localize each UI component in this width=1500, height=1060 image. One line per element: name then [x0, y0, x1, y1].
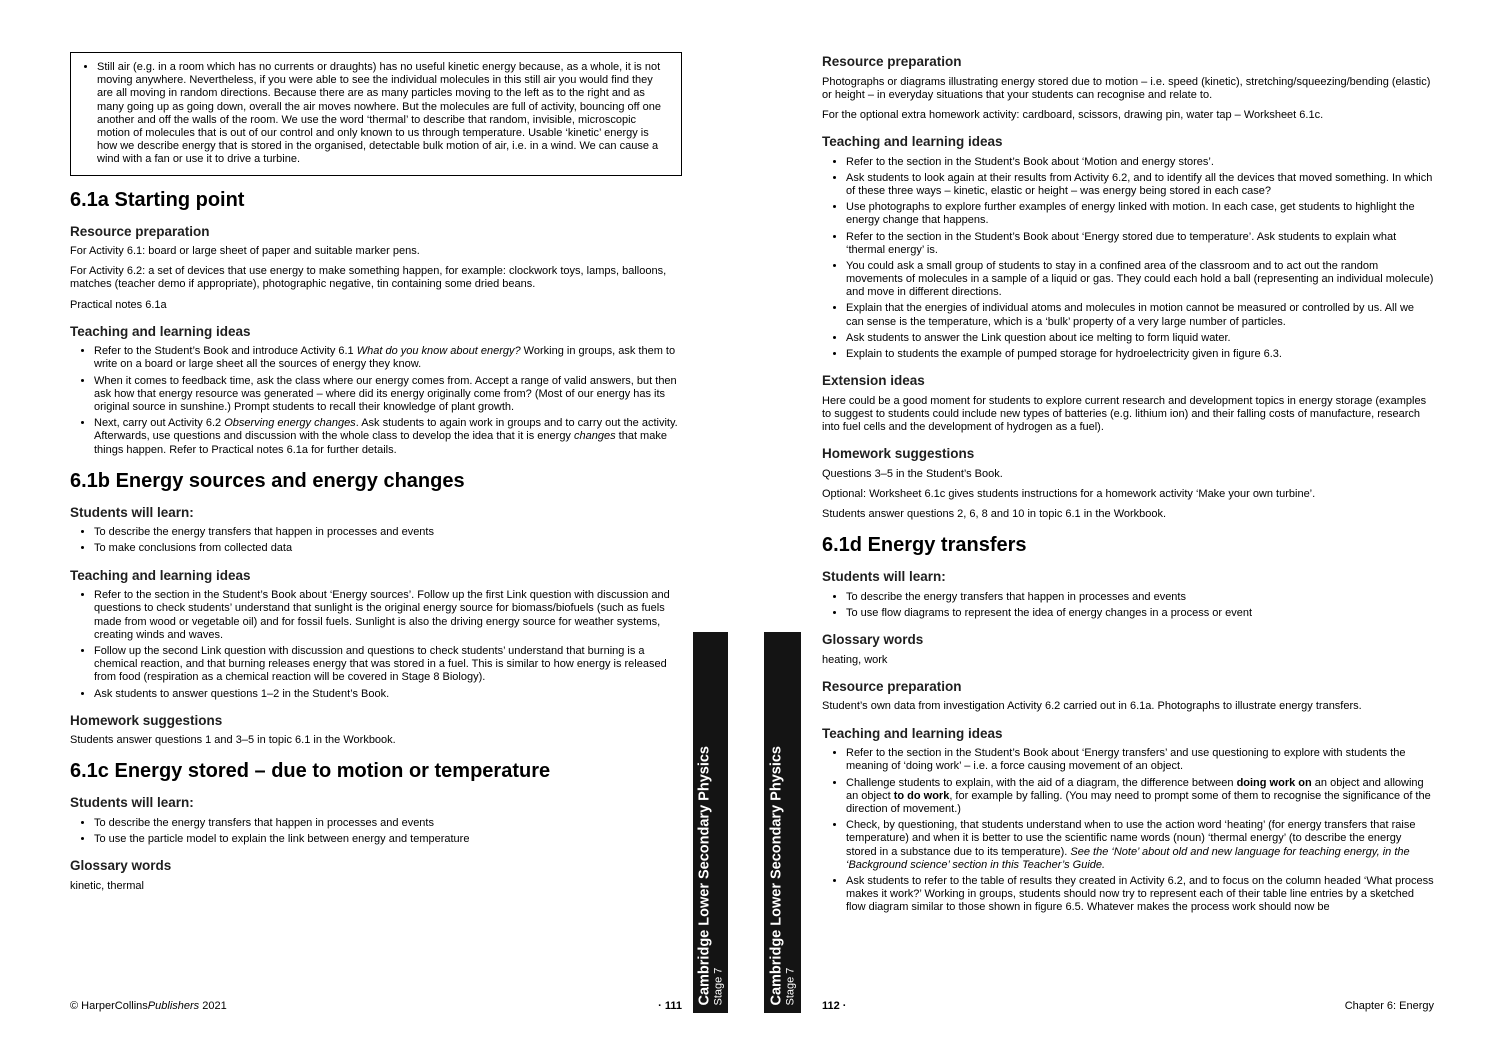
bullet-list: [70, 345, 682, 457]
paragraph: Practical notes 6.1a: [70, 298, 167, 311]
bullet-item: • To make conclusions from collected data: [94, 542, 682, 555]
page-left: [70, 0, 682, 1060]
paragraph: For Activity 6.1: board or large sheet of paper and suitable marker pens.: [70, 245, 420, 258]
subsection-heading: Homework suggestions: [70, 712, 223, 728]
bullet-item: • Refer to the section in the Student’s Book about ‘Energy sources’. Follow up the first Link question with discussion and questions to check students’ understand that sunlight is the original energy source for biomass/biofuels (such as fuels made from wood or vegetable oil) and for fossil fuels. Sunlight is also the driving energy source for weather systems, creating winds and waves.: [94, 589, 682, 642]
subsection-heading: Students will learn:: [70, 795, 194, 811]
bullet-item: • Ask students to answer the Link question about ice melting to form liquid water.: [846, 332, 1434, 345]
bullet-item: • Refer to the section in the Student’s Book about ‘Energy stored due to temperature’. Ask students to explain what ‘thermal energy’ is.: [846, 231, 1434, 257]
bullet-item: • When it comes to feedback time, ask the class where our energy comes from. Accept a range of valid answers, but then ask how that energy resource was generated – where did its energy originally come from? (Most of our energy has its original source in sunshine.) Prompt students to recall their knowledge of plant growth.: [94, 375, 682, 415]
section-heading: 6.1c Energy stored – due to motion or temperature: [70, 760, 551, 783]
subsection-heading: Resource preparation: [822, 54, 962, 69]
section-heading: 6.1b Energy sources and energy changes: [70, 469, 465, 492]
subsection-heading: Resource preparation: [70, 223, 210, 239]
bullet-item: • Check, by questioning, that students understand when to use the action word ‘heating’ (for energy transfers that raise temperature) and when it is better to use the scientific name words (noun) ‘thermal energy’ (to describe the energy stored in a substance due to its temperature). See the ‘Note’ about old and new language for teaching energy, in the ‘Background science’ section in this Teacher’s Guide.: [846, 819, 1434, 872]
bullet-list: [70, 526, 682, 555]
paragraph: kinetic, thermal: [70, 879, 144, 892]
bullet-item: • To use the particle model to explain the link between energy and temperature: [94, 833, 682, 846]
bullet-item: • Ask students to refer to the table of results they created in Activity 6.2, and to focus on the column headed ‘What process makes it work?’ Working in groups, students should now try to represent each of their table line entries by a sketched flow diagram similar to those shown in figure 6.5. Whatever makes the process work should now be: [846, 875, 1434, 915]
page-left-footer: [70, 1000, 682, 1013]
spine-tab-text: [765, 632, 800, 1013]
bullet-item: • Ask students to look again at their results from Activity 6.2, and to identify all the devices that moved something. In which of these three ways – kinetic, elastic or height – was energy being stored in each case?: [846, 172, 1434, 198]
bullet-list: [822, 747, 1434, 914]
page-right-content: [822, 52, 1434, 922]
bullet-item: • Ask students to answer questions 1–2 in the Student’s Book.: [94, 688, 682, 701]
bullet-list: [70, 817, 682, 846]
bullet-list: [822, 591, 1434, 620]
bullet-item: • You could ask a small group of students to stay in a confined area of the classroom and to act out the random movements of molecules in a sample of a liquid or gas. They could each hold a ball (representing an individual molecule) and move in different directions.: [846, 260, 1434, 300]
section-heading: 6.1d Energy transfers: [822, 534, 1027, 557]
bullet-item: • Refer to the Student’s Book and introduce Activity 6.1 What do you know about energy? Working in groups, ask them to write on a board or large sheet all the sources of energy they know.: [94, 345, 682, 371]
subsection-heading: Teaching and learning ideas: [822, 725, 1003, 741]
section-heading: 6.1a Starting point: [70, 188, 245, 211]
paragraph: Here could be a good moment for students to explore current research and development topics in energy storage (examples to suggest to students could include new types of batteries (e.g. lithium ion) and their falling costs of manufacture, research into fuel cells and the development of hydrogen as a fuel).: [822, 394, 1427, 434]
spine-tab-title: Cambridge Lower Secondary Physics: [696, 745, 713, 1005]
page-right: [822, 0, 1434, 1060]
bullet-item: • To describe the energy transfers that happen in processes and events: [94, 526, 682, 539]
paragraph: heating, work: [822, 653, 888, 666]
subsection-heading: Teaching and learning ideas: [70, 567, 251, 583]
bullet-item: • Refer to the section in the Student’s Book about ‘Motion and energy stores’.: [846, 156, 1434, 169]
subsection-heading: Homework suggestions: [822, 446, 975, 462]
paragraph: Questions 3–5 in the Student’s Book.: [822, 467, 1003, 480]
paragraph: Optional: Worksheet 6.1c gives students instructions for a homework activity ‘Make your own turbine’.: [822, 488, 1316, 500]
paragraph: Photographs or diagrams illustrating energy stored due to motion – i.e. speed (kinetic), stretching/squeezing/bending (elastic) or height – in everyday situations that your students can recognise and relate to.: [822, 75, 1431, 101]
paragraph: Students answer questions 1 and 3–5 in topic 6.1 in the Workbook.: [70, 734, 396, 747]
paragraph: Student’s own data from investigation Activity 6.2 carried out in 6.1a. Photographs to illustrate energy transfers.: [822, 700, 1362, 713]
page-right-footer: [822, 1000, 1434, 1013]
bullet-item: • Next, carry out Activity 6.2 Observing energy changes. Ask students to again work in groups and to carry out the activity. Afterwards, use questions and discussion with the whole class to develop the idea that it is energy changes that make things happen. Refer to Practical notes 6.1a for further details.: [94, 417, 682, 457]
page-number-right: 112 ·: [822, 1000, 847, 1012]
spine-tab-text: [693, 632, 728, 1013]
bullet-item: • Follow up the second Link question with discussion and questions to check students’ understand that burning is a chemical reaction, and that burning releases energy that was stored in a fuel. This is similar to how energy is released from food (respiration as a chemical reaction will be covered in Stage 8 Biology).: [94, 645, 682, 685]
spine-tab-stage: Stage 7: [712, 967, 725, 1005]
bullet-item: • Challenge students to explain, with the aid of a diagram, the difference between doing work on an object and allowing an object to do work, for example by falling. (You may need to prompt some of them to recognise the significance of the direction of movement.): [846, 777, 1434, 817]
spine-tab: [693, 632, 728, 1013]
spine-tab-stage: Stage 7: [784, 967, 797, 1005]
subsection-heading: Students will learn:: [70, 504, 194, 520]
spine-tab-title: Cambridge Lower Secondary Physics: [768, 745, 785, 1005]
bullet-item: • Refer to the section in the Student’s Book about ‘Energy transfers’ and use questioning to explore with students the meaning of ‘doing work’ – i.e. a force causing movement of an object.: [846, 747, 1434, 773]
paragraph: Students answer questions 2, 6, 8 and 10 in topic 6.1 in the Workbook.: [822, 508, 1167, 521]
bullet-item: • Use photographs to explore further examples of energy linked with motion. In each case, get students to highlight the energy change that happens.: [846, 201, 1434, 227]
subsection-heading: Extension ideas: [822, 373, 925, 389]
page-number-left: · 111: [658, 1000, 682, 1012]
subsection-heading: Teaching and learning ideas: [70, 323, 251, 339]
bullet-item: • Explain to students the example of pumped storage for hydroelectricity given in figure 6.3.: [846, 348, 1434, 361]
bullet-item: • To describe the energy transfers that happen in processes and events: [846, 591, 1434, 604]
paragraph: For the optional extra homework activity: cardboard, scissors, drawing pin, water tap – Worksheet 6.1c.: [822, 108, 1324, 121]
chapter-label: Chapter 6: Energy: [1344, 1000, 1434, 1012]
note-box: [70, 52, 682, 176]
subsection-heading: Students will learn:: [822, 569, 946, 585]
copyright-text: © HarperCollinsPublishers 2021: [70, 1000, 227, 1012]
subsection-heading: Glossary words: [822, 632, 924, 648]
page-left-content: [70, 52, 682, 900]
bullet-list: [822, 156, 1434, 362]
spine-tab: [764, 632, 801, 1013]
subsection-heading: Teaching and learning ideas: [822, 134, 1003, 150]
subsection-heading: Glossary words: [70, 858, 172, 874]
bullet-item: • To describe the energy transfers that happen in processes and events: [94, 817, 682, 830]
bullet-item: • Explain that the energies of individual atoms and molecules in motion cannot be measured or controlled by us. All we can sense is the temperature, which is a ‘bulk’ property of a very large number of particles.: [846, 302, 1434, 328]
bullet-list: [70, 589, 682, 701]
subsection-heading: Resource preparation: [822, 678, 962, 694]
bullet-item: • Still air (e.g. in a room which has no currents or draughts) has no useful kinetic energy because, as a whole, it is not moving anywhere. Nevertheless, if you were able to see the individual molecules in this still air you would find they are all moving in random directions. Because there are as many particles moving to the left as to the right and as many going up as going down, overall the air moves nowhere. But the molecules are full of activity, bouncing off one another and off the walls of the room. We use the word ‘thermal’ to describe that random, invisible, microscopic motion of molecules that is out of our control and only known to us through temperature. Usable ‘kinetic’ energy is how we describe energy that is stored in the organised, detectable bulk motion of air, i.e. in a wind. We can cause a wind with a fan or use it to drive a turbine.: [97, 61, 669, 167]
bullet-item: • To use flow diagrams to represent the idea of energy changes in a process or event: [846, 607, 1434, 620]
paragraph: For Activity 6.2: a set of devices that use energy to make something happen, for example: clockwork toys, lamps, balloons, matches (teacher demo if appropriate), photographic negative, tin containing some dried beans.: [70, 265, 667, 291]
